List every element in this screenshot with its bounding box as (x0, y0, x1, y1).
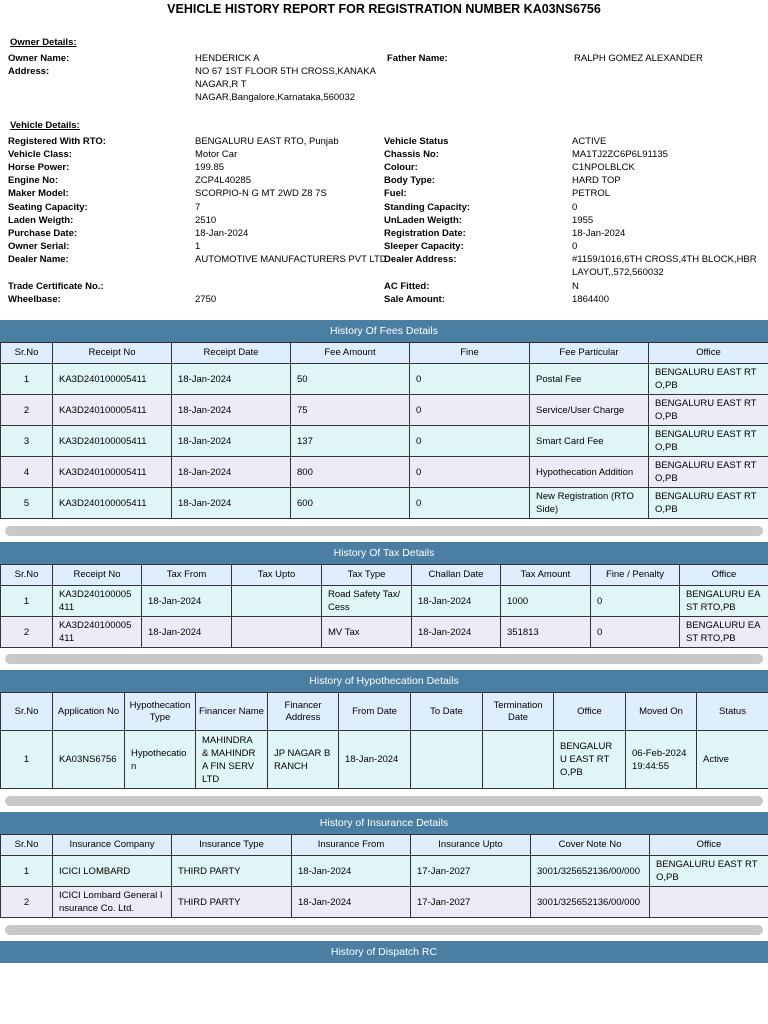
fees-cell: 0 (410, 457, 530, 488)
father-name-label: Father Name: (387, 53, 448, 64)
vehicle-detail-value: 199.85 (195, 162, 225, 174)
wheelbase-label: Wheelbase: (8, 294, 61, 305)
insurance-column-header: Office (650, 835, 768, 856)
hypothecation-column-header: To Date (411, 693, 483, 731)
owner-name-label: Owner Name: (8, 53, 70, 64)
insurance-column-header: Insurance Type (172, 835, 292, 856)
tax-cell: 0 (591, 586, 680, 617)
insurance-cell: THIRD PARTY (172, 856, 292, 887)
fees-cell: 18-Jan-2024 (172, 364, 291, 395)
insurance-cell (650, 887, 768, 918)
dealer-name-value: AUTOMOTIVE MANUFACTURERS PVT LTD (195, 254, 387, 265)
fees-cell: Hypothecation Addition (530, 457, 649, 488)
vehicle-detail-label: Owner Serial: (8, 240, 70, 252)
tax-column-header: Office (680, 565, 768, 586)
fees-column-header: Receipt Date (172, 343, 291, 364)
tax-column-header: Sr.No (1, 565, 53, 586)
tax-cell: 1 (1, 586, 53, 617)
father-name-value: RALPH GOMEZ ALEXANDER (574, 53, 703, 64)
table-row (1, 617, 768, 648)
tax-cell: Road Safety Tax/Cess (322, 586, 412, 617)
vehicle-detail-label: Engine No: (8, 175, 59, 187)
insurance-table (0, 834, 768, 918)
fees-cell: 800 (291, 457, 410, 488)
tax-cell: BENGALURU EAST RTO,PB (680, 617, 768, 648)
vehicle-detail-label: Vehicle Status (384, 136, 449, 147)
address-line-1: NO 67 1ST FLOOR 5TH CROSS,KANAKA (195, 66, 376, 77)
vehicle-detail-value: MA1TJ2ZC6P6L91135 (572, 149, 668, 161)
dealer-name-label: Dealer Name: (8, 254, 69, 265)
hypothecation-cell: BENGALURU EAST RTO,PB (554, 731, 626, 789)
fees-cell: 137 (291, 426, 410, 457)
fees-cell: 18-Jan-2024 (172, 426, 291, 457)
tax-cell: 1000 (501, 586, 591, 617)
owner-name-value: HENDERICK A (195, 53, 260, 64)
fees-cell: 50 (291, 364, 410, 395)
tax-cell: 2 (1, 617, 53, 648)
fees-cell: 4 (1, 457, 53, 488)
fees-cell: 600 (291, 488, 410, 519)
fees-section-header: History Of Fees Details (0, 320, 768, 342)
tax-cell (232, 586, 322, 617)
fees-cell: New Registration (RTO Side) (530, 488, 649, 519)
fees-cell: BENGALURU EAST RTO,PB (649, 488, 768, 519)
hypothecation-cell (411, 731, 483, 789)
fees-column-header: Sr.No (1, 343, 53, 364)
vehicle-detail-label: Fuel: (384, 188, 407, 200)
tax-table (0, 564, 768, 648)
vehicle-detail-label: Registration Date: (384, 227, 466, 239)
vehicle-detail-label: Maker Model: (8, 188, 69, 200)
fees-table (0, 342, 768, 519)
vehicle-detail-row (0, 214, 768, 227)
insurance-cell: 3001/325652136/00/000 (531, 887, 650, 918)
hypothecation-cell: Active (697, 731, 768, 789)
fees-cell: Service/User Charge (530, 395, 649, 426)
fees-column-header: Fee Particular (530, 343, 649, 364)
insurance-column-header: Sr.No (1, 835, 53, 856)
fees-column-header: Fine (410, 343, 530, 364)
insurance-cell: ICICI Lombard General Insurance Co. Ltd. (53, 887, 172, 918)
table-row (1, 887, 768, 918)
fees-cell: BENGALURU EAST RTO,PB (649, 457, 768, 488)
fees-column-header: Receipt No (53, 343, 172, 364)
tax-column-header: Tax Amount (501, 565, 591, 586)
table-row (1, 731, 768, 789)
hypothecation-column-header: Sr.No (1, 693, 53, 731)
dealer-address-line-1: #1159/1016,6TH CROSS,4TH BLOCK,HBR (572, 254, 757, 265)
hypothecation-cell (483, 731, 554, 789)
vehicle-detail-row (0, 240, 768, 253)
fees-cell: KA3D240100005411 (53, 488, 172, 519)
tax-cell (232, 617, 322, 648)
tax-cell: 18-Jan-2024 (142, 586, 232, 617)
insurance-cell: 3001/325652136/00/000 (531, 856, 650, 887)
insurance-section-header: History of Insurance Details (0, 812, 768, 834)
insurance-horizontal-scrollbar[interactable] (5, 925, 763, 935)
vehicle-detail-label: Registered With RTO: (8, 136, 106, 147)
fees-cell: 0 (410, 488, 530, 519)
tax-column-header: Receipt No (53, 565, 142, 586)
vehicle-detail-value: SCORPIO-N G MT 2WD Z8 7S (195, 188, 327, 200)
hypothecation-cell: 1 (1, 731, 53, 789)
insurance-cell: 18-Jan-2024 (292, 856, 411, 887)
hypothecation-horizontal-scrollbar[interactable] (5, 796, 763, 806)
table-row (1, 586, 768, 617)
vehicle-detail-row (0, 148, 768, 161)
hypothecation-column-header: Hypothecation Type (125, 693, 196, 731)
fees-cell: BENGALURU EAST RTO,PB (649, 395, 768, 426)
table-row (1, 856, 768, 887)
wheelbase-value: 2750 (195, 294, 217, 305)
address-label: Address: (8, 66, 50, 77)
page-title: VEHICLE HISTORY REPORT FOR REGISTRATION NUMBER KA03NS6756 (167, 2, 601, 16)
fees-cell: KA3D240100005411 (53, 364, 172, 395)
tax-cell: 18-Jan-2024 (142, 617, 232, 648)
tax-cell: MV Tax (322, 617, 412, 648)
vehicle-detail-label: Laden Weigth: (8, 214, 74, 226)
table-row (1, 364, 768, 395)
fees-cell: KA3D240100005411 (53, 395, 172, 426)
tax-column-header: Tax Type (322, 565, 412, 586)
hypothecation-column-header: Application No (53, 693, 125, 731)
sale-amount-label: Sale Amount: (384, 294, 445, 305)
tax-cell: 18-Jan-2024 (412, 586, 501, 617)
ac-fitted-value: N (572, 281, 579, 292)
insurance-column-header: Insurance Upto (411, 835, 531, 856)
fees-cell: 0 (410, 395, 530, 426)
insurance-cell: 18-Jan-2024 (292, 887, 411, 918)
dispatch-section-header: History of Dispatch RC (0, 941, 768, 963)
hypothecation-cell: JP NAGAR BRANCH (268, 731, 339, 789)
insurance-column-header: Cover Note No (531, 835, 650, 856)
fees-cell: 0 (410, 426, 530, 457)
hypothecation-column-header: From Date (339, 693, 411, 731)
vehicle-detail-value: PETROL (572, 188, 611, 200)
tax-cell: 351813 (501, 617, 591, 648)
trade-certificate-label: Trade Certificate No.: (8, 281, 104, 292)
vehicle-details-label: Vehicle Details: (10, 120, 80, 131)
fees-cell: 18-Jan-2024 (172, 488, 291, 519)
fees-cell: Smart Card Fee (530, 426, 649, 457)
hypothecation-column-header: Financer Name (196, 693, 268, 731)
vehicle-detail-value: Motor Car (195, 149, 238, 161)
fees-cell: 3 (1, 426, 53, 457)
sale-amount-value: 1864400 (572, 294, 609, 305)
owner-details-label: Owner Details: (10, 37, 77, 48)
hypothecation-column-header: Termination Date (483, 693, 554, 731)
vehicle-detail-row (0, 135, 768, 148)
hypothecation-cell: 18-Jan-2024 (339, 731, 411, 789)
tax-column-header: Fine / Penalty (591, 565, 680, 586)
insurance-column-header: Insurance Company (53, 835, 172, 856)
fees-cell: KA3D240100005411 (53, 426, 172, 457)
insurance-cell: 1 (1, 856, 53, 887)
vehicle-detail-value: 1 (195, 240, 201, 252)
insurance-column-header: Insurance From (292, 835, 411, 856)
hypothecation-cell: KA03NS6756 (53, 731, 125, 789)
fees-cell: 75 (291, 395, 410, 426)
fees-cell: 5 (1, 488, 53, 519)
fees-cell: 0 (410, 364, 530, 395)
address-line-3: NAGAR,Bangalore,Karnataka,560032 (195, 92, 356, 103)
hypothecation-cell: Hypothecation (125, 731, 196, 789)
vehicle-detail-value: ACTIVE (572, 136, 607, 147)
vehicle-detail-label: Colour: (384, 162, 418, 174)
tax-cell: BENGALURU EAST RTO,PB (680, 586, 768, 617)
insurance-cell: ICICI LOMBARD (53, 856, 172, 887)
fees-horizontal-scrollbar[interactable] (5, 526, 763, 536)
vehicle-detail-value: 18-Jan-2024 (572, 227, 626, 239)
tax-column-header: Tax From (142, 565, 232, 586)
insurance-cell: 2 (1, 887, 53, 918)
vehicle-detail-row (0, 201, 768, 214)
tax-column-header: Challan Date (412, 565, 501, 586)
vehicle-detail-value: BENGALURU EAST RTO, Punjab (195, 136, 339, 147)
vehicle-detail-row (0, 174, 768, 187)
insurance-cell: BENGALURU EAST RTO,PB (650, 856, 768, 887)
tax-cell: 18-Jan-2024 (412, 617, 501, 648)
vehicle-detail-value: ZCP4L40285 (195, 175, 251, 187)
vehicle-detail-value: 0 (572, 240, 578, 252)
vehicle-detail-row (0, 227, 768, 240)
vehicle-detail-label: Sleeper Capacity: (384, 240, 464, 252)
fees-cell: 1 (1, 364, 53, 395)
vehicle-detail-row (0, 161, 768, 174)
table-row (1, 395, 768, 426)
ac-fitted-label: AC Fitted: (384, 281, 430, 292)
vehicle-detail-value: HARD TOP (572, 175, 621, 187)
table-row (1, 426, 768, 457)
hypothecation-cell: MAHINDRA & MAHINDRA FIN SERV LTD (196, 731, 268, 789)
vehicle-detail-value: 7 (195, 201, 201, 213)
vehicle-detail-value: 2510 (195, 214, 217, 226)
fees-cell: BENGALURU EAST RTO,PB (649, 364, 768, 395)
dealer-address-label: Dealer Address: (384, 254, 457, 265)
fees-column-header: Office (649, 343, 768, 364)
hypothecation-column-header: Office (554, 693, 626, 731)
fees-cell: 18-Jan-2024 (172, 457, 291, 488)
fees-cell: BENGALURU EAST RTO,PB (649, 426, 768, 457)
tax-horizontal-scrollbar[interactable] (5, 654, 763, 664)
vehicle-detail-label: Standing Capacity: (384, 201, 471, 213)
hypothecation-cell: 06-Feb-2024 19:44:55 (626, 731, 697, 789)
vehicle-detail-label: Vehicle Class: (8, 149, 72, 161)
vehicle-detail-label: UnLaden Weigth: (384, 214, 462, 226)
hypothecation-column-header: Financer Address (268, 693, 339, 731)
tax-column-header: Tax Upto (232, 565, 322, 586)
vehicle-detail-label: Purchase Date: (8, 227, 78, 239)
dealer-address-line-2: LAYOUT,,572,560032 (572, 267, 664, 278)
tax-cell: 0 (591, 617, 680, 648)
vehicle-detail-value: 0 (572, 201, 578, 213)
fees-column-header: Fee Amount (291, 343, 410, 364)
vehicle-detail-value: 1955 (572, 214, 594, 226)
insurance-cell: 17-Jan-2027 (411, 856, 531, 887)
fees-cell: 18-Jan-2024 (172, 395, 291, 426)
hypothecation-column-header: Status (697, 693, 768, 731)
hypothecation-table (0, 692, 768, 789)
address-line-2: NAGAR,R T (195, 79, 247, 90)
insurance-cell: THIRD PARTY (172, 887, 292, 918)
tax-section-header: History Of Tax Details (0, 542, 768, 564)
vehicle-detail-value: C1NPOLBLCK (572, 162, 635, 174)
fees-cell: 2 (1, 395, 53, 426)
hypothecation-section-header: History of Hypothecation Details (0, 670, 768, 692)
vehicle-detail-value: 18-Jan-2024 (195, 227, 249, 239)
fees-cell: KA3D240100005411 (53, 457, 172, 488)
table-row (1, 488, 768, 519)
hypothecation-column-header: Moved On (626, 693, 697, 731)
vehicle-detail-label: Chassis No: (384, 149, 439, 161)
insurance-cell: 17-Jan-2027 (411, 887, 531, 918)
tax-cell: KA3D240100005411 (53, 586, 142, 617)
table-row (1, 457, 768, 488)
vehicle-detail-label: Horse Power: (8, 162, 70, 174)
tax-cell: KA3D240100005411 (53, 617, 142, 648)
vehicle-detail-label: Body Type: (384, 175, 436, 187)
vehicle-detail-label: Seating Capacity: (8, 201, 88, 213)
fees-cell: Postal Fee (530, 364, 649, 395)
vehicle-detail-row (0, 187, 768, 200)
